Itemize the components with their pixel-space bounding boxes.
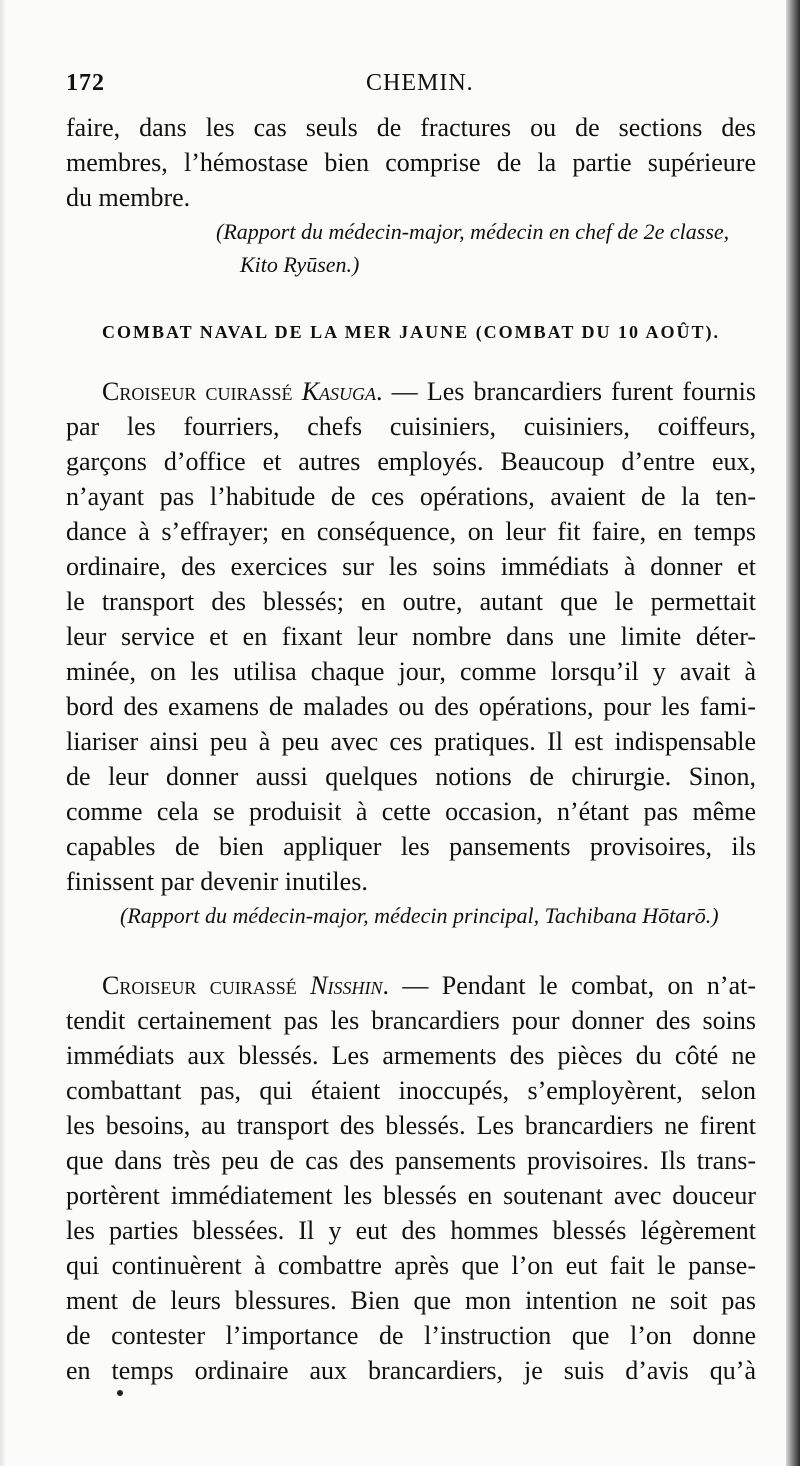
text-line: le transport des blessés; en outre, autant que le permettait bbox=[66, 587, 756, 616]
citation-line: (Rapport du médecin-major, médecin principal, Tachibana Hōtarō.) bbox=[120, 903, 719, 928]
ink-speck bbox=[117, 1390, 123, 1396]
citation-line: (Rapport du médecin-major, médecin en chef de 2e classe, bbox=[216, 219, 730, 244]
text-line: dance à s’effrayer; en conséquence, on leur fit faire, en temps bbox=[66, 517, 756, 546]
page-header bbox=[66, 70, 756, 106]
page-left-edge bbox=[0, 0, 6, 1466]
paragraph-kasuga bbox=[66, 374, 756, 899]
text-line: leur service et en fixant leur nombre dans une limite déter- bbox=[66, 622, 756, 651]
text-line: ment de leurs blessures. Bien que mon intention ne soit pas bbox=[66, 1286, 756, 1315]
ship-type-label: Croiseur cuirassé bbox=[102, 377, 293, 406]
text-line: faire, dans les cas seuls de fractures ou de sections des bbox=[66, 113, 756, 142]
text-line: tendit certainement pas les brancardiers pour donner des soins bbox=[66, 1006, 756, 1035]
text-line: finissent par devenir inutiles. bbox=[66, 867, 368, 896]
text-line: liariser ainsi peu à peu avec ces pratiques. Il est indispensable bbox=[66, 727, 756, 756]
text-line: immédiats aux blessés. Les armements des pièces du côté ne bbox=[66, 1041, 756, 1070]
running-title: CHEMIN. bbox=[366, 70, 474, 96]
paragraph-continued bbox=[66, 110, 756, 215]
text-line: membres, l’hémostase bien comprise de la partie supérieure bbox=[66, 148, 756, 177]
first-line-text: . — Pendant le combat, on n’at- bbox=[382, 971, 757, 1000]
paragraph-first-line bbox=[66, 968, 756, 1003]
text-line: combattant pas, qui étaient inoccupés, s’employèrent, selon bbox=[66, 1076, 756, 1105]
text-line: en temps ordinaire aux brancardiers, je suis d’avis qu’à bbox=[66, 1356, 756, 1385]
citation-tachibana bbox=[66, 899, 756, 932]
page-gutter-shadow bbox=[786, 0, 800, 1466]
text-line: bord des examens de malades ou des opérations, pour les fami- bbox=[66, 692, 756, 721]
text-line: par les fourriers, chefs cuisiniers, cuisiniers, coiffeurs, bbox=[66, 412, 756, 441]
text-line: les parties blessées. Il y eut des hommes blessés légèrement bbox=[66, 1216, 756, 1245]
first-line-text: . — Les brancardiers furent fournis bbox=[376, 377, 757, 406]
paragraph-nisshin bbox=[66, 968, 756, 1388]
text-line: garçons d’office et autres employés. Beaucoup d’entre eux, bbox=[66, 447, 756, 476]
section-heading: COMBAT NAVAL DE LA MER JAUNE (COMBAT DU 10 AOÛT). bbox=[101, 322, 721, 342]
text-line: de contester l’importance de l’instruction que l’on donne bbox=[66, 1321, 756, 1350]
ship-name: Nisshin bbox=[310, 971, 383, 1000]
text-line: n’ayant pas l’habitude de ces opérations, avaient de la ten- bbox=[66, 482, 756, 511]
citation-kito bbox=[66, 215, 756, 281]
text-line: comme cela se produisit à cette occasion, n’étant pas même bbox=[66, 797, 756, 826]
text-line: qui continuèrent à combattre après que l’on eut fait le panse- bbox=[66, 1251, 756, 1280]
text-line: ordinaire, des exercices sur les soins immédiats à donner et bbox=[66, 552, 756, 581]
page-body bbox=[66, 110, 756, 1388]
page-number: 172 bbox=[66, 70, 105, 96]
paragraph-first-line bbox=[66, 374, 756, 409]
text-line: de leur donner aussi quelques notions de chirurgie. Sinon, bbox=[66, 762, 756, 791]
text-line: capables de bien appliquer les pansements provisoires, ils bbox=[66, 832, 756, 861]
text-line: les besoins, au transport des blessés. Les brancardiers ne firent bbox=[66, 1111, 756, 1140]
text-line: minée, on les utilisa chaque jour, comme lorsqu’il y avait à bbox=[66, 657, 756, 686]
text-line: que dans très peu de cas des pansements provisoires. Ils trans- bbox=[66, 1146, 756, 1175]
citation-line: Kito Ryūsen.) bbox=[240, 252, 360, 277]
ship-name: Kasuga bbox=[301, 377, 377, 406]
text-line: portèrent immédiatement les blessés en soutenant avec douceur bbox=[66, 1181, 756, 1210]
text-line: du membre. bbox=[66, 183, 191, 212]
ship-type-label: Croiseur cuirassé bbox=[102, 971, 297, 1000]
